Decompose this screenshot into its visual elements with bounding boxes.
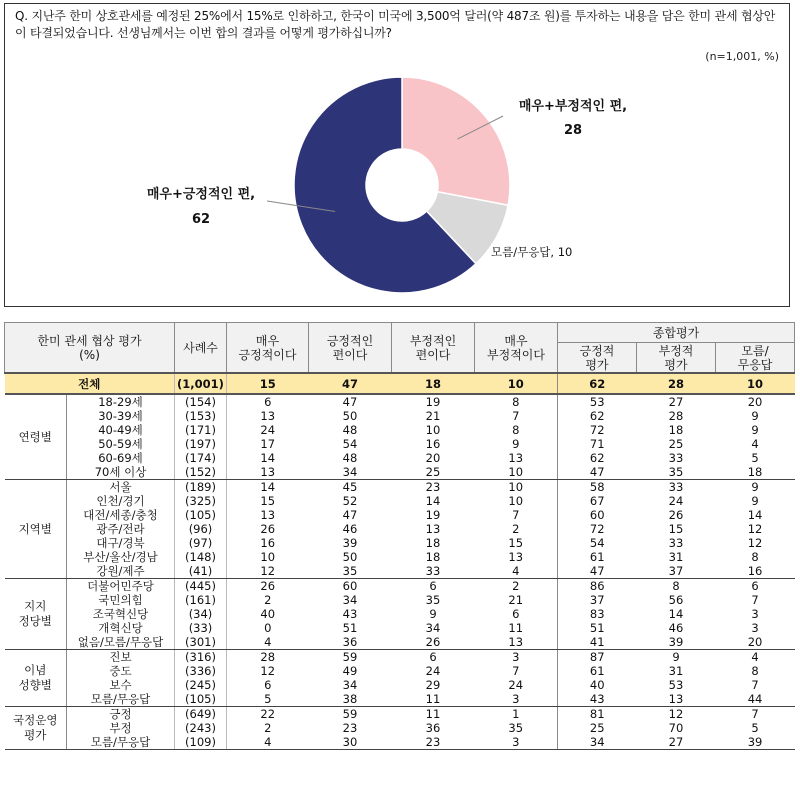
pie-slice — [402, 77, 510, 205]
group-label: 이념 성향별 — [5, 650, 67, 707]
cell-value: 11 — [425, 707, 441, 721]
table-row — [5, 437, 795, 451]
cell-value: 33 — [392, 564, 475, 579]
cell-value: 86 — [558, 579, 637, 594]
col-header-0: 매우 긍정적이다 — [227, 323, 309, 374]
row-n: (316) — [175, 650, 227, 665]
table-row — [5, 721, 795, 735]
total-n: (1,001) — [175, 373, 227, 394]
row-n: (649) — [175, 707, 227, 722]
cell-value: 24 — [425, 664, 441, 678]
cell-value: 4 — [227, 635, 309, 650]
group-label: 지지 정당별 — [5, 579, 67, 650]
cell-value: 72 — [558, 522, 637, 536]
cell-value: 67 — [558, 494, 637, 508]
cell-value: 61 — [558, 664, 637, 678]
col-header-1: 긍정적인 편이다 — [309, 323, 392, 374]
cell-value: 40 — [558, 678, 637, 692]
total-row — [5, 373, 795, 394]
cell-value: 49 — [342, 664, 358, 678]
table-row — [5, 394, 795, 409]
col-header-2: 부정적인 편이다 — [392, 323, 475, 374]
table-row — [5, 522, 795, 536]
slice-label-negative: 매우+부정적인 편, — [518, 99, 628, 114]
table-row — [5, 650, 795, 665]
cell-value: 18 — [425, 536, 441, 550]
cell-value: 46 — [342, 522, 358, 536]
cell-value: 35 — [508, 721, 524, 735]
table-row — [5, 678, 795, 692]
cell-value: 48 — [342, 423, 358, 437]
sum-header-2: 모름/ 무응답 — [716, 343, 795, 374]
table-row — [5, 607, 795, 621]
cell-value: 12 — [668, 707, 684, 721]
cell-value: 13 — [637, 692, 716, 707]
cell-value: 25 — [558, 721, 637, 735]
cell-value: 35 — [637, 465, 716, 480]
cell-value: 36 — [309, 635, 392, 650]
cell-value: 41 — [558, 635, 637, 650]
group-label: 국정운영 평가 — [5, 707, 67, 750]
cell-value: 39 — [637, 635, 716, 650]
cell-value: 10 — [475, 465, 558, 480]
cell-value: 53 — [558, 394, 637, 409]
cell-value: 7 — [751, 707, 759, 721]
cell-value: 9 — [751, 423, 759, 437]
crosstab-table — [4, 322, 795, 750]
row-label: 없음/모름/무응답 — [67, 635, 175, 650]
cell-value: 0 — [227, 621, 309, 635]
cell-value: 12 — [747, 536, 763, 550]
cell-value: 37 — [558, 593, 637, 607]
row-n: (174) — [175, 451, 227, 465]
table-row — [5, 692, 795, 707]
cell-value: 30 — [309, 735, 392, 750]
cell-value: 47 — [558, 564, 637, 579]
cell-value: 35 — [309, 564, 392, 579]
cell-value: 52 — [342, 494, 358, 508]
cell-value: 6 — [429, 650, 437, 664]
cell-value: 6 — [227, 678, 309, 692]
table-row — [5, 664, 795, 678]
row-n: (148) — [175, 550, 227, 564]
group-label: 지역별 — [5, 480, 67, 579]
row-label: 30-39세 — [98, 409, 143, 423]
cell-value: 13 — [508, 451, 524, 465]
cell-value: 12 — [227, 664, 309, 678]
question-text: Q. 지난주 한미 상호관세를 예정된 25%에서 15%로 인하하고, 한국이 미국에 3,500억 달러(약 487조 원)를 투자하는 내용을 담은 한미 관세 협상안이 타결되었습니다. 선생님께서는 이번 합의 결과를 어떻게 평가하십니까? — [15, 9, 776, 40]
cell-value: 81 — [558, 707, 637, 722]
col-header-3: 매우 부정적이다 — [475, 323, 558, 374]
row-label: 50-59세 — [98, 437, 143, 451]
row-n: (243) — [175, 721, 227, 735]
row-n: (96) — [175, 522, 227, 536]
cell-value: 29 — [425, 678, 441, 692]
cell-value: 2 — [512, 522, 520, 536]
cell-value: 38 — [309, 692, 392, 707]
cell-value: 43 — [558, 692, 637, 707]
cell-value: 54 — [558, 536, 637, 550]
cell-value: 10 — [227, 550, 309, 564]
cell-value: 48 — [342, 451, 358, 465]
cell-value: 47 — [342, 508, 358, 522]
cell-value: 26 — [227, 522, 309, 536]
row-n: (301) — [175, 635, 227, 650]
row-label: 더불어민주당 — [87, 579, 154, 593]
row-label: 긍정 — [109, 707, 132, 721]
cell-value: 6 — [429, 579, 437, 593]
cell-value: 18 — [425, 550, 441, 564]
cell-value: 18 — [716, 465, 795, 480]
cell-value: 3 — [475, 692, 558, 707]
cell-value: 39 — [342, 536, 358, 550]
cell-value: 44 — [716, 692, 795, 707]
cell-value: 47 — [342, 395, 358, 409]
row-n: (41) — [175, 564, 227, 579]
cell-value: 21 — [425, 409, 441, 423]
total-value: 62 — [558, 373, 637, 394]
cell-value: 13 — [475, 635, 558, 650]
cell-value: 7 — [512, 508, 520, 522]
row-label: 60-69세 — [98, 451, 143, 465]
cell-value: 46 — [668, 621, 684, 635]
total-value: 10 — [716, 373, 795, 394]
cell-value: 62 — [558, 451, 637, 465]
cell-value: 24 — [668, 494, 684, 508]
cell-value: 59 — [342, 650, 358, 664]
cell-value: 17 — [227, 437, 309, 451]
row-n: (109) — [175, 735, 227, 750]
cell-value: 72 — [558, 423, 637, 437]
cell-value: 51 — [558, 621, 637, 635]
cell-value: 6 — [512, 607, 520, 621]
cell-value: 3 — [512, 650, 520, 664]
n-header: 사례수 — [175, 323, 227, 374]
row-label: 진보 — [109, 650, 132, 664]
cell-value: 12 — [747, 522, 763, 536]
cell-value: 4 — [751, 650, 759, 664]
cell-value: 45 — [342, 480, 358, 494]
cell-value: 27 — [668, 395, 684, 409]
cell-value: 10 — [508, 494, 524, 508]
cell-value: 70 — [668, 721, 684, 735]
cell-value: 11 — [508, 621, 524, 635]
row-n: (34) — [175, 607, 227, 621]
cell-value: 9 — [512, 437, 520, 451]
row-n: (152) — [175, 465, 227, 480]
cell-value: 13 — [227, 409, 309, 423]
row-n: (161) — [175, 593, 227, 607]
cell-value: 20 — [716, 635, 795, 650]
cell-value: 16 — [425, 437, 441, 451]
cell-value: 9 — [429, 607, 437, 621]
row-label: 40-49세 — [98, 423, 143, 437]
cell-value: 13 — [425, 522, 441, 536]
table-row — [5, 621, 795, 635]
cell-value: 7 — [512, 664, 520, 678]
sample-note: (n=1,001, %) — [705, 50, 779, 63]
cell-value: 50 — [342, 409, 358, 423]
cell-value: 10 — [508, 480, 524, 494]
cell-value: 60 — [558, 508, 637, 522]
cell-value: 20 — [425, 451, 441, 465]
slice-label-unknown: 모름/무응답, 10 — [491, 245, 573, 259]
cell-value: 8 — [751, 664, 759, 678]
row-label: 중도 — [109, 664, 132, 678]
cell-value: 19 — [425, 508, 441, 522]
cell-value: 21 — [508, 593, 524, 607]
row-label: 모름/무응답 — [67, 692, 175, 707]
cell-value: 23 — [342, 721, 358, 735]
table-row — [5, 494, 795, 508]
cell-value: 2 — [512, 579, 520, 593]
cell-value: 27 — [637, 735, 716, 750]
cell-value: 31 — [668, 550, 684, 564]
cell-value: 34 — [342, 678, 358, 692]
total-value: 10 — [475, 373, 558, 394]
cell-value: 3 — [751, 621, 759, 635]
sum-header-1: 부정적 평가 — [637, 343, 716, 374]
table-row — [5, 451, 795, 465]
cell-value: 71 — [558, 437, 637, 451]
total-value: 18 — [392, 373, 475, 394]
row-label: 모름/무응답 — [67, 735, 175, 750]
cell-value: 2 — [227, 593, 309, 607]
cell-value: 24 — [227, 423, 309, 437]
row-label: 18-29세 — [98, 395, 143, 409]
cell-value: 16 — [716, 564, 795, 579]
cell-value: 13 — [227, 465, 309, 480]
row-label: 부정 — [109, 721, 132, 735]
table-row — [5, 593, 795, 607]
cell-value: 10 — [425, 423, 441, 437]
cell-value: 3 — [475, 735, 558, 750]
cell-value: 4 — [227, 735, 309, 750]
cell-value: 20 — [747, 395, 763, 409]
table-row — [5, 536, 795, 550]
row-label: 인천/경기 — [96, 494, 145, 508]
row-label: 대구/경북 — [96, 536, 145, 550]
cell-value: 43 — [342, 607, 358, 621]
cell-value: 12 — [227, 564, 309, 579]
row-n: (33) — [175, 621, 227, 635]
cell-value: 14 — [425, 494, 441, 508]
cell-value: 36 — [425, 721, 441, 735]
cell-value: 47 — [558, 465, 637, 480]
donut-chart — [5, 4, 791, 308]
topic-header: 한미 관세 협상 평가 (%) — [5, 323, 175, 374]
table-row — [5, 550, 795, 564]
table-body — [5, 373, 795, 750]
cell-value: 33 — [668, 536, 684, 550]
cell-value: 51 — [342, 621, 358, 635]
cell-value: 8 — [512, 423, 520, 437]
cell-value: 18 — [668, 423, 684, 437]
cell-value: 11 — [392, 692, 475, 707]
cell-value: 28 — [227, 650, 309, 665]
row-n: (336) — [175, 664, 227, 678]
cell-value: 34 — [342, 593, 358, 607]
group-label: 연령별 — [5, 394, 67, 480]
cell-value: 60 — [342, 579, 358, 593]
cell-value: 50 — [342, 550, 358, 564]
cell-value: 9 — [751, 409, 759, 423]
cell-value: 26 — [668, 508, 684, 522]
row-n: (97) — [175, 536, 227, 550]
cell-value: 35 — [425, 593, 441, 607]
cell-value: 13 — [227, 508, 309, 522]
total-label: 전체 — [5, 373, 175, 394]
cell-value: 26 — [227, 579, 309, 594]
cell-value: 34 — [309, 465, 392, 480]
row-n: (105) — [175, 508, 227, 522]
cell-value: 33 — [668, 451, 684, 465]
row-label: 강원/제주 — [67, 564, 175, 579]
table-row — [5, 508, 795, 522]
table-row — [5, 735, 795, 750]
cell-value: 6 — [227, 394, 309, 409]
row-label: 대전/세종/충청 — [83, 508, 158, 522]
row-n: (189) — [175, 480, 227, 495]
cell-value: 23 — [392, 735, 475, 750]
cell-value: 25 — [392, 465, 475, 480]
row-n: (445) — [175, 579, 227, 594]
row-label: 서울 — [109, 480, 132, 494]
row-label: 70세 이상 — [67, 465, 175, 480]
slice-value-positive: 62 — [191, 212, 211, 227]
cell-value: 5 — [751, 451, 759, 465]
row-n: (171) — [175, 423, 227, 437]
table-row — [5, 465, 795, 480]
cell-value: 83 — [558, 607, 637, 621]
table-row — [5, 635, 795, 650]
cell-value: 9 — [751, 480, 759, 494]
table-row — [5, 579, 795, 594]
cell-value: 7 — [751, 678, 759, 692]
cell-value: 37 — [637, 564, 716, 579]
cell-value: 16 — [227, 536, 309, 550]
row-n: (105) — [175, 692, 227, 707]
row-n: (325) — [175, 494, 227, 508]
cell-value: 4 — [475, 564, 558, 579]
cell-value: 8 — [512, 395, 520, 409]
table-header — [5, 323, 795, 374]
cell-value: 39 — [716, 735, 795, 750]
cell-value: 14 — [227, 451, 309, 465]
row-n: (154) — [175, 394, 227, 409]
row-label: 광주/전라 — [96, 522, 145, 536]
cell-value: 3 — [751, 607, 759, 621]
slice-value-negative: 28 — [563, 123, 583, 138]
cell-value: 4 — [751, 437, 759, 451]
total-value: 15 — [227, 373, 309, 394]
cell-value: 56 — [668, 593, 684, 607]
table-row — [5, 480, 795, 495]
sum-header-0: 긍정적 평가 — [558, 343, 637, 374]
table-row — [5, 564, 795, 579]
cell-value: 40 — [227, 607, 309, 621]
cell-value: 31 — [668, 664, 684, 678]
cell-value: 22 — [227, 707, 309, 722]
cell-value: 62 — [558, 409, 637, 423]
cell-value: 59 — [342, 707, 358, 721]
total-value: 28 — [637, 373, 716, 394]
cell-value: 5 — [227, 692, 309, 707]
row-n: (153) — [175, 409, 227, 423]
row-label: 부산/울산/경남 — [83, 550, 158, 564]
cell-value: 26 — [392, 635, 475, 650]
summary-group-header: 종합평가 — [558, 323, 795, 343]
row-label: 개혁신당 — [98, 621, 143, 635]
cell-value: 14 — [227, 480, 309, 495]
slice-label-positive: 매우+긍정적인 편, — [146, 187, 256, 202]
row-n: (245) — [175, 678, 227, 692]
row-label: 보수 — [109, 678, 132, 692]
cell-value: 15 — [227, 494, 309, 508]
cell-value: 13 — [508, 550, 524, 564]
total-value: 47 — [309, 373, 392, 394]
cell-value: 9 — [672, 650, 680, 664]
cell-value: 28 — [668, 409, 684, 423]
cell-value: 53 — [668, 678, 684, 692]
cell-value: 5 — [751, 721, 759, 735]
cell-value: 61 — [558, 550, 637, 564]
cell-value: 58 — [558, 480, 637, 495]
cell-value: 87 — [558, 650, 637, 665]
table-row — [5, 409, 795, 423]
cell-value: 19 — [425, 395, 441, 409]
cell-value: 34 — [558, 735, 637, 750]
cell-value: 33 — [668, 480, 684, 494]
cell-value: 2 — [227, 721, 309, 735]
cell-value: 34 — [425, 621, 441, 635]
row-label: 국민의힘 — [98, 593, 143, 607]
cell-value: 9 — [751, 494, 759, 508]
table-row — [5, 423, 795, 437]
cell-value: 14 — [668, 607, 684, 621]
cell-value: 15 — [508, 536, 524, 550]
cell-value: 24 — [508, 678, 524, 692]
cell-value: 23 — [425, 480, 441, 494]
chart-panel — [4, 3, 790, 307]
cell-value: 6 — [751, 579, 759, 593]
row-n: (197) — [175, 437, 227, 451]
cell-value: 1 — [512, 707, 520, 721]
cell-value: 14 — [747, 508, 763, 522]
cell-value: 8 — [672, 579, 680, 593]
cell-value: 54 — [342, 437, 358, 451]
cell-value: 25 — [668, 437, 684, 451]
cell-value: 7 — [751, 593, 759, 607]
row-label: 조국혁신당 — [92, 607, 149, 621]
cell-value: 15 — [668, 522, 684, 536]
cell-value: 8 — [751, 550, 759, 564]
cell-value: 7 — [512, 409, 520, 423]
table-row — [5, 707, 795, 722]
